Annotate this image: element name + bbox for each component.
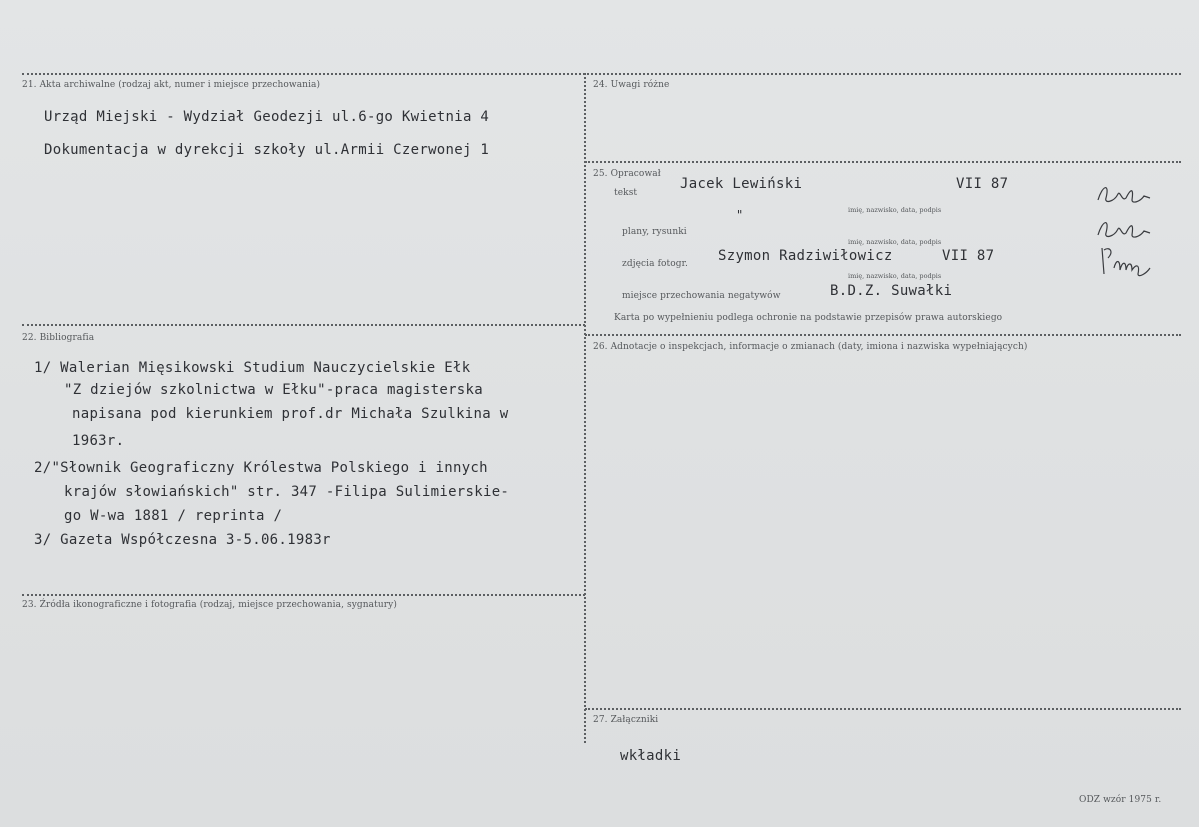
- caption-tekst: imię, nazwisko, data, podpis: [848, 206, 942, 214]
- section-25-label: 25. Opracował: [593, 169, 661, 179]
- section-22-label: 22. Bibliografia: [22, 333, 95, 343]
- zdjecia-author: Szymon Radziwiłowicz: [718, 248, 893, 264]
- form-code: ODZ wzór 1975 r.: [1079, 795, 1162, 805]
- signature-zdjecia: [1096, 244, 1156, 280]
- center-divider: [584, 73, 586, 743]
- caption-zdjecia: imię, nazwisko, data, podpis: [848, 272, 942, 280]
- signature-plany: [1094, 215, 1156, 243]
- zdjecia-date: VII 87: [942, 248, 995, 264]
- bibliography-line-2: "Z dziejów szkolnictwa w Ełku"-praca magisterska: [64, 382, 483, 398]
- negatywy-label: miejsce przechowania negatywów: [622, 291, 781, 301]
- top-rule: [22, 73, 1181, 75]
- copyright-note: Karta po wypełnieniu podlega ochronie na podstawie przepisów prawa autorskiego: [614, 313, 1003, 323]
- tekst-date: VII 87: [956, 176, 1009, 192]
- attachments-value: wkładki: [620, 748, 682, 764]
- rule-25: [585, 161, 1181, 163]
- archive-line-1: Urząd Miejski - Wydział Geodezji ul.6-go Kwietnia 4: [44, 109, 490, 125]
- caption-plany: imię, nazwisko, data, podpis: [848, 238, 942, 246]
- rule-26: [585, 334, 1181, 336]
- section-26-label: 26. Adnotacje o inspekcjach, informacje o zmianach (daty, imiona i nazwiska wypełniających): [593, 342, 1028, 352]
- bibliography-line-3: napisana pod kierunkiem prof.dr Michała Szulkina w: [72, 406, 509, 422]
- bibliography-line-6: krajów słowiańskich" str. 347 -Filipa Sulimierskie-: [64, 484, 510, 500]
- section-27-label: 27. Załączniki: [593, 715, 659, 725]
- bibliography-line-4: 1963r.: [72, 433, 125, 449]
- negatywy-value: B.D.Z. Suwałki: [830, 283, 953, 299]
- tekst-author: Jacek Lewiński: [680, 176, 803, 192]
- section-23-label: 23. Źródła ikonograficzne i fotografia (rodzaj, miejsce przechowania, sygnatury): [22, 600, 397, 610]
- signature-tekst: [1094, 180, 1156, 208]
- section-24-label: 24. Uwagi różne: [593, 80, 670, 90]
- bibliography-line-1: 1/ Walerian Mięsikowski Studium Nauczycielskie Ełk: [34, 360, 471, 376]
- bibliography-line-8: 3/ Gazeta Współczesna 3-5.06.1983r: [34, 532, 331, 548]
- tekst-label: tekst: [614, 188, 638, 198]
- plany-ditto-mark: ": [736, 208, 744, 222]
- archive-line-2: Dokumentacja w dyrekcji szkoły ul.Armii Czerwonej 1: [44, 142, 490, 158]
- section-21-label: 21. Akta archiwalne (rodzaj akt, numer i miejsce przechowania): [22, 80, 321, 90]
- rule-22: [22, 324, 585, 326]
- rule-23: [22, 594, 585, 596]
- plany-label: plany, rysunki: [622, 227, 687, 237]
- bibliography-line-5: 2/"Słownik Geograficzny Królestwa Polskiego i innych: [34, 460, 488, 476]
- zdjecia-label: zdjęcia fotogr.: [622, 259, 688, 269]
- rule-27: [585, 708, 1181, 710]
- bibliography-line-7: go W-wa 1881 / reprinta /: [64, 508, 283, 524]
